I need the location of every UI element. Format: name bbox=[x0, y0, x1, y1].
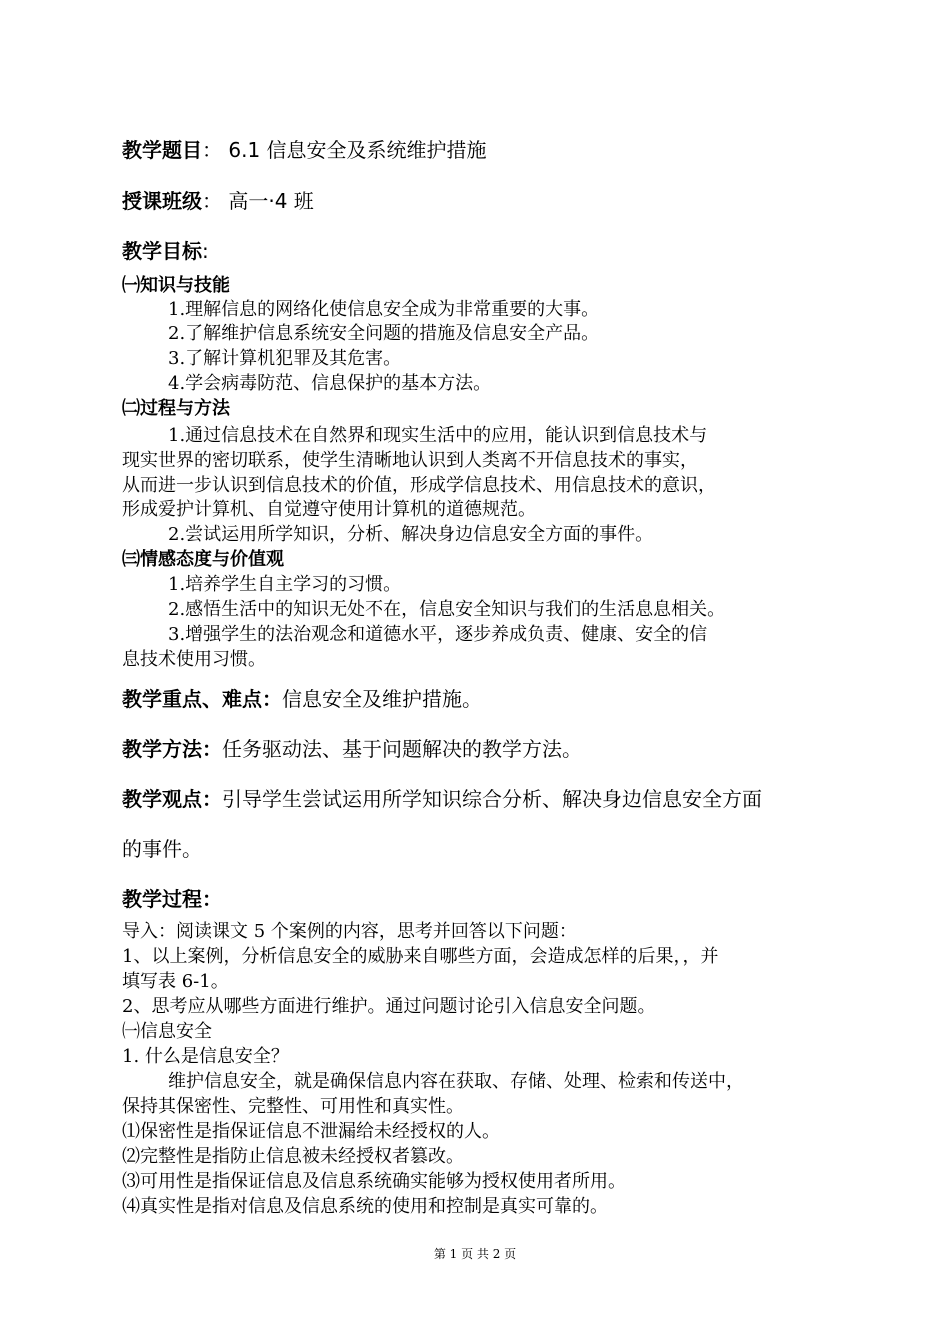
knowledge-item: 1.理解信息的网络化使信息安全成为非常重要的大事。 bbox=[168, 299, 600, 320]
procedure-label: 教学过程： bbox=[122, 887, 222, 911]
process-title: ㈡过程与方法 bbox=[122, 398, 230, 419]
topic-line bbox=[122, 137, 487, 163]
viewpoint-continuation: 的事件。 bbox=[122, 837, 202, 861]
emotion-line: 2.感悟生活中的知识无处不在，信息安全知识与我们的生活息息相关。 bbox=[168, 599, 726, 620]
question-line: 填写表 6-1。 bbox=[122, 971, 229, 992]
keypoints-value: 信息安全及维护措施。 bbox=[282, 687, 482, 711]
process-line: 现实世界的密切联系，使学生清晰地认识到人类离不开信息技术的事实， bbox=[122, 450, 698, 471]
goals-heading bbox=[122, 238, 209, 264]
viewpoint-line bbox=[122, 786, 762, 812]
definition-line: 维护信息安全，就是确保信息内容在获取、存储、处理、检索和传送中， bbox=[168, 1071, 744, 1092]
process-line: 形成爱护计算机、自觉遵守使用计算机的道德规范。 bbox=[122, 499, 536, 520]
emotion-line: 3.增强学生的法治观念和道德水平，逐步养成负责、健康、安全的信 bbox=[168, 624, 708, 645]
method-value: 任务驱动法、基于问题解决的教学方法。 bbox=[222, 737, 582, 761]
subsection-title: 1. 什么是信息安全？ bbox=[122, 1046, 289, 1067]
process-line: 2.尝试运用所学知识，分析、解决身边信息安全方面的事件。 bbox=[168, 524, 654, 545]
knowledge-item: 2.了解维护信息系统安全问题的措施及信息安全产品。 bbox=[168, 323, 600, 344]
property-item: ⑷真实性是指对信息及信息系统的使用和控制是真实可靠的。 bbox=[122, 1196, 608, 1217]
page-footer: 第 1 页 共 2 页 bbox=[433, 1247, 517, 1261]
emotion-line: 息技术使用习惯。 bbox=[122, 649, 266, 670]
knowledge-title: ㈠知识与技能 bbox=[122, 275, 230, 296]
goals-sep: : bbox=[202, 239, 209, 263]
property-item: ⑶可用性是指保证信息及信息系统确实能够为授权使用者所用。 bbox=[122, 1171, 626, 1192]
procedure-heading bbox=[122, 886, 222, 912]
question-line: 2、思考应从哪些方面进行维护。通过问题讨论引入信息安全问题。 bbox=[122, 996, 656, 1017]
goals-label: 教学目标 bbox=[122, 239, 202, 263]
emotion-title: ㈢情感态度与价值观 bbox=[122, 549, 284, 570]
class-value: 高一·4 班 bbox=[228, 189, 314, 213]
class-label: 授课班级 bbox=[122, 189, 202, 213]
property-item: ⑴保密性是指保证信息不泄漏给未经授权的人。 bbox=[122, 1121, 500, 1142]
process-line: 从而进一步认识到信息技术的价值，形成学信息技术、用信息技术的意识， bbox=[122, 475, 716, 496]
intro-line: 导入：阅读课文 5 个案例的内容，思考并回答以下问题： bbox=[122, 921, 577, 942]
knowledge-item: 3.了解计算机犯罪及其危害。 bbox=[168, 348, 402, 369]
topic-label: 教学题目 bbox=[122, 138, 202, 162]
property-item: ⑵完整性是指防止信息被未经授权者篡改。 bbox=[122, 1146, 464, 1167]
viewpoint-label: 教学观点： bbox=[122, 787, 222, 811]
definition-line: 保持其保密性、完整性、可用性和真实性。 bbox=[122, 1096, 464, 1117]
keypoints-label: 教学重点、难点： bbox=[122, 687, 282, 711]
keypoints-line bbox=[122, 686, 482, 712]
method-label: 教学方法： bbox=[122, 737, 222, 761]
process-line: 1.通过信息技术在自然界和现实生活中的应用，能认识到信息技术与 bbox=[168, 425, 708, 446]
topic-value: 6.1 信息安全及系统维护措施 bbox=[228, 138, 487, 162]
section-title: ㈠信息安全 bbox=[122, 1021, 212, 1042]
method-line bbox=[122, 736, 582, 762]
viewpoint-value: 引导学生尝试运用所学知识综合分析、解决身边信息安全方面 bbox=[222, 787, 762, 811]
class-sep: ： bbox=[202, 189, 222, 213]
class-line bbox=[122, 188, 314, 214]
question-line: 1、以上案例，分析信息安全的威胁来自哪些方面，会造成怎样的后果，，并 bbox=[122, 946, 719, 967]
emotion-line: 1.培养学生自主学习的习惯。 bbox=[168, 574, 402, 595]
topic-sep: ： bbox=[202, 138, 222, 162]
knowledge-item: 4.学会病毒防范、信息保护的基本方法。 bbox=[168, 373, 492, 394]
